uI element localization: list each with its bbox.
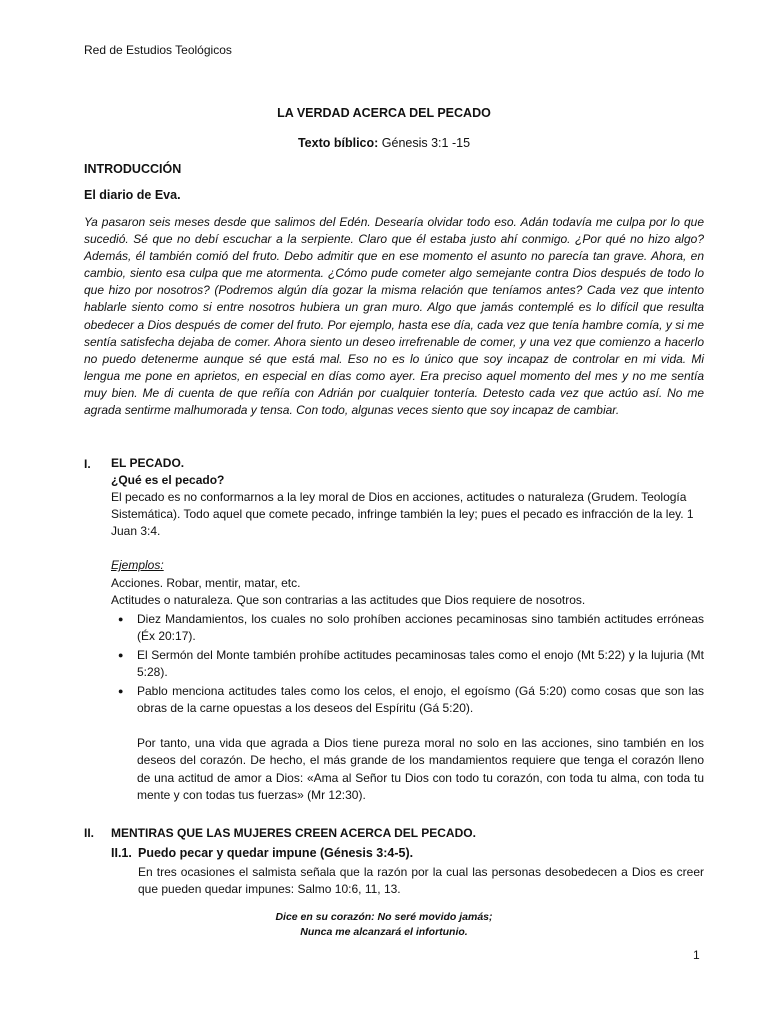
section-1-question: ¿Qué es el pecado? <box>111 473 225 488</box>
examples-list <box>111 611 704 718</box>
page-number: 1 <box>693 948 700 962</box>
document-title: LA VERDAD ACERCA DEL PECADO <box>277 106 491 120</box>
section-1-title: EL PECADO. <box>111 456 185 470</box>
psalm-quote-line-2: Nunca me alcanzará el infortunio. <box>300 926 468 938</box>
examples-attitudes: Actitudes o naturaleza. Que son contrarias a las actitudes que Dios requiere de nosotros. <box>111 592 586 607</box>
introduction-heading: INTRODUCCIÓN <box>84 162 182 176</box>
section-1 <box>111 455 704 804</box>
diary-heading: El diario de Eva. <box>84 188 181 202</box>
subsection-text: En tres ocasiones el salmista señala que la razón por la cual las personas desobedecen a Dios es creer que pueden quedar impunes: Salmo 10:6, 11, 13. <box>138 865 704 897</box>
list-item: ● Pablo menciona actitudes tales como los celos, el enojo, el egoísmo (Gá 5:20) como cosas que son las obras de la carne opuestas a los deseos del Espíritu (Gá 5:20). <box>111 683 704 717</box>
section-1-number: I. <box>84 457 91 471</box>
list-item: ● Diez Mandamientos, los cuales no solo prohíben acciones pecaminosas sino también actitudes erróneas (Éx 20:17). <box>111 611 704 645</box>
list-item: ● El Sermón del Monte también prohíbe actitudes pecaminosas tales como el enojo (Mt 5:22) y la lujuria (Mt 5:28). <box>111 647 704 681</box>
subsection-title: Puedo pecar y quedar impune (Génesis 3:4-5). <box>138 846 414 860</box>
psalm-quote-line-1: Dice en su corazón: No seré movido jamás; <box>275 911 493 923</box>
bible-reference-text: Génesis 3:1 -15 <box>378 136 471 150</box>
section-1-conclusion: Por tanto, una vida que agrada a Dios tiene pureza moral no solo en las acciones, sino también en los deseos del corazón. De hecho, el más grande de los mandamientos requiere que tenga el corazón lleno de una actitud de amor a Dios: «Ama al Señor tu Dios con todo tu corazón, con toda tu alma, con toda tu mente y con todas tus fuerzas» (Mr 12:30). <box>137 736 704 802</box>
bible-reference-label: Texto bíblico: <box>297 136 379 150</box>
eva-diary-paragraph: Ya pasaron seis meses desde que salimos del Edén. Desearía olvidar todo eso. Adán todavía me culpa por lo que sucedió. Sé que no debí escuchar a la serpiente. Claro que él estaba justo ahí conmigo. ¿Por qué no hizo algo? Además, él también comió del fruto. Debo admitir que en ese momento el asunto no parecía tan grave. Ahora, en cambio, siento esa culpa que me atormenta. ¿Cómo pude cometer algo semejante contra Dios después de todo lo que hizo por nosotros? (Podremos algún día gozar la misma relación que teníamos antes? Cada vez que intento hablarle siento como si entre nosotros hubiera un gran muro. Algo que jamás contemplé es lo difícil que resulta obedecer a Dios después de comer del fruto. Por ejemplo, hasta ese día, cada vez que tenía hambre comía, y si me sentía satisfecha dejaba de comer. Ahora siento un deseo irrefrenable de comer, y una vez que comienzo a hacerlo no puedo detenerme aunque sé que está mal. Eso no es lo único que soy incapaz de controlar en mi vida. Mi lengua me pone en aprietos, en especial en días como ayer. Era preciso aquel momento del mes y no me sentía muy bien. Me di cuenta de que reñía con Adrián por cualquier tontería. Detesto cada vez que actúo así. No me agrada sentirme malhumorada y tensa. Con todo, algunas veces siento que soy incapaz de cambiar. <box>84 215 704 418</box>
section-2-number: II. <box>84 826 95 840</box>
section-2-title: MENTIRAS QUE LAS MUJERES CREEN ACERCA DEL PECADO. <box>111 826 476 840</box>
bible-reference <box>0 136 768 150</box>
section-1-definition: El pecado es no conformarnos a la ley moral de Dios en acciones, actitudes o naturaleza (Grudem. Teología Sistemática). Todo aquel que comete pecado, infringe también la ley; pues el pecado es infracción de la ley. 1 Juan 3:4. <box>111 490 694 539</box>
subsection-number: II.1. <box>111 846 132 860</box>
examples-actions: Acciones. Robar, mentir, matar, etc. <box>111 575 301 590</box>
examples-label: Ejemplos: <box>111 558 164 573</box>
document-header: Red de Estudios Teológicos <box>84 43 232 57</box>
psalm-quote <box>0 910 768 940</box>
